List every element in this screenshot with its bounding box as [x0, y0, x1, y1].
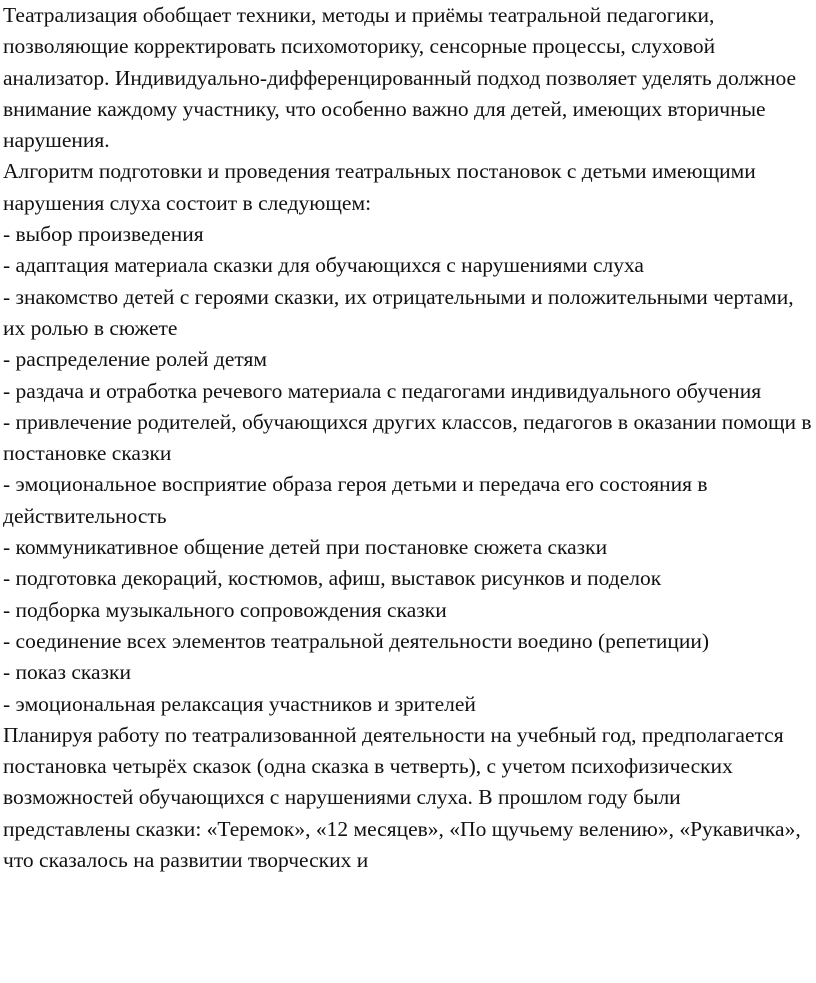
list-item-show: - показ сказки — [3, 660, 131, 685]
list-item-decorations: - подготовка декораций, костюмов, афиш, выставок рисунков и поделок — [3, 566, 662, 591]
list-item-parents: - привлечение родителей, обучающихся других классов, педагогов в оказании помощи в постановке сказки — [3, 409, 812, 466]
list-item-rehearsals: - соединение всех элементов театральной деятельности воедино (репетиции) — [3, 628, 710, 653]
document-body — [3, 0, 813, 876]
list-item-speech: - раздача и отработка речевого материала с педагогами индивидуального обучения — [3, 378, 762, 403]
planning-paragraph: Планируя работу по театрализованной деятельности на учебный год, предполагается постановка четырёх сказок (одна сказка в четверть), с учетом психофизических возможностей обучающихся с нарушениями слуха. В прошлом году были представлены сказки: «Теремок», «12 месяцев», «По щучьему велению», «Рукавичка», что сказалось на развитии творческих и — [3, 722, 801, 873]
list-item-music: - подборка музыкального сопровождения сказки — [3, 597, 447, 622]
algorithm-lead-paragraph: Алгоритм подготовки и проведения театральных постановок с детьми имеющими нарушения слуха состоит в следующем: — [3, 159, 756, 215]
list-item-communication: - коммуникативное общение детей при постановке сюжета сказки — [3, 535, 608, 560]
steps-list — [3, 219, 813, 720]
list-item-adaptation: - адаптация материала сказки для обучающихся с нарушениями слуха — [3, 253, 644, 278]
list-item-relaxation: - эмоциональная релаксация участников и зрителей — [3, 691, 476, 716]
intro-paragraph: Театрализация обобщает техники, методы и приёмы театральной педагогики, позволяющие корректировать психомоторику, сенсорные процессы, слуховой анализатор. Индивидуально-дифференцированный подход позволяет уделять должное внимание каждому участнику, что особенно важно для детей, имеющих вторичные нарушения. — [3, 3, 797, 153]
list-item-roles: - распределение ролей детям — [3, 347, 268, 372]
list-item-selection: - выбор произведения — [3, 222, 204, 247]
list-item-perception: - эмоциональное восприятие образа героя детьми и передача его состояния в действительность — [3, 472, 708, 528]
list-item-heroes: - знакомство детей с героями сказки, их отрицательными и положительными чертами, их ролью в сюжете — [3, 284, 794, 340]
